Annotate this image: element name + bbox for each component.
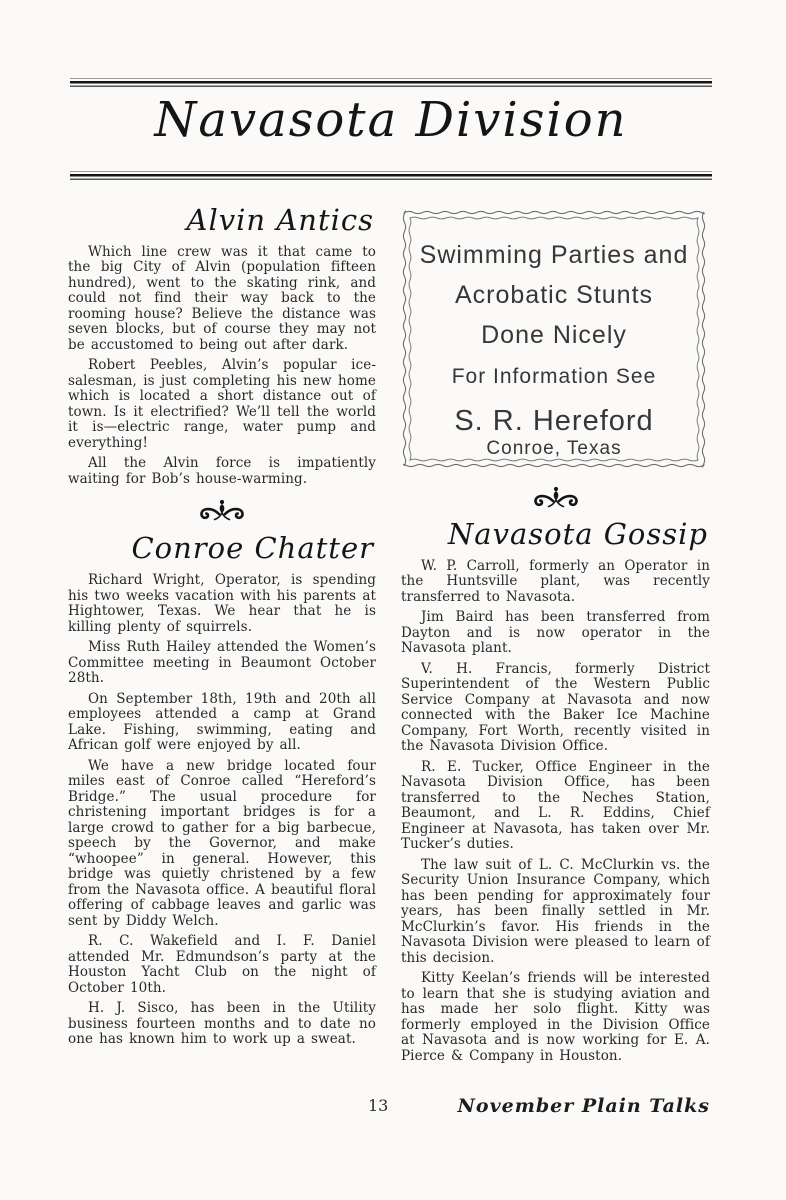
ad-headline-line-2: Acrobatic Stunts bbox=[454, 281, 654, 309]
page-footer bbox=[68, 1094, 712, 1120]
ad-headline-line-1: Swimming Parties and bbox=[419, 241, 689, 269]
conroe-paragraph-1: Richard Wright, Operator, is spending his two weeks vacation with his parents at Hightower, Texas. We hear that he is killing plenty of squirrels. bbox=[68, 572, 376, 635]
masthead bbox=[70, 78, 712, 182]
conroe-paragraph-3: On September 18th, 19th and 20th all employees attended a camp at Grand Lake. Fishing, swimming, eating and African golf were enjoyed by all. bbox=[68, 690, 376, 754]
gossip-paragraph-1: W. P. Carroll, formerly an Operator in the Huntsville plant, was recently transferred to Navasota. bbox=[401, 557, 710, 605]
bottom-double-rule bbox=[70, 171, 712, 180]
alvin-paragraph-2: Robert Peebles, Alvin’s popular ice-salesman, is just completing his new home which is located a short distance out of town. Is it electrified? We’ll tell the world it is—electric range, water pump and everything! bbox=[68, 357, 376, 451]
alvin-antics-heading: Alvin Antics bbox=[186, 203, 374, 237]
gossip-paragraph-6: Kitty Keelan’s friends will be interested to learn that she is studying aviation and has made her solo flight. Kitty was formerly employed in the Division Office at Navasota and is now working for E. A. Pierce & Company in Houston. bbox=[401, 970, 710, 1064]
conroe-paragraph-5: R. C. Wakefield and I. F. Daniel attended Mr. Edmundson’s party at the Houston Yacht Club on the night of October 10th. bbox=[68, 933, 376, 996]
page-number: 13 bbox=[368, 1096, 389, 1115]
fleuron-ornament-icon bbox=[401, 485, 710, 511]
swimming-parties-ad bbox=[402, 210, 706, 468]
left-column bbox=[68, 203, 376, 1053]
gossip-paragraph-5: The law suit of L. C. McClurkin vs. the Security Union Insurance Company, which has been pending for approximately four years, has been finally settled in Mr. McClurkin’s favor. His friends in the Navasota Division were pleased to learn of this decision. bbox=[401, 856, 710, 966]
ad-headline-line-3: Done Nicely bbox=[481, 321, 627, 349]
conroe-paragraph-6: H. J. Sisco, has been in the Utility business fourteen months and to date no one has known him to work up a sweat. bbox=[68, 1000, 376, 1048]
conroe-paragraph-4: We have a new bridge located four miles east of Conroe called “Hereford’s Bridge.” The usual procedure for christening important bridges is for a large crowd to gather for a big barbecue, speech by the Governor, and make “whoopee” in general. However, this bridge was quietly christened by a few from the Navasota office. A beautiful floral offering of cabbage leaves and garlic was sent by Diddy Welch. bbox=[68, 757, 376, 929]
gossip-paragraph-3: V. H. Francis, formerly District Superintendent of the Western Public Service Company at Navasota and now connected with the Baker Ice Machine Company, Fort Worth, recently visited in the Navasota Division Office. bbox=[401, 660, 710, 755]
conroe-paragraph-2: Miss Ruth Hailey attended the Women’s Committee meeting in Beaumont October 28th. bbox=[68, 639, 376, 687]
gossip-paragraph-2: Jim Baird has been transferred from Dayton and is now operator in the Navasota plant. bbox=[401, 609, 710, 657]
ad-contact-name: S. R. Hereford bbox=[454, 405, 654, 437]
navasota-gossip-heading: Navasota Gossip bbox=[447, 517, 708, 551]
alvin-paragraph-3: All the Alvin force is impatiently waiting for Bob’s house-warming. bbox=[68, 455, 376, 487]
ad-contact-location: Conroe, Texas bbox=[486, 438, 622, 459]
publication-name: November Plain Talks bbox=[457, 1095, 710, 1117]
ad-info-line: For Information See bbox=[451, 365, 657, 388]
ad-content bbox=[402, 210, 706, 461]
conroe-chatter-heading: Conroe Chatter bbox=[131, 531, 374, 566]
alvin-paragraph-1: Which line crew was it that came to the big City of Alvin (population fifteen hundred), went to the skating rink, and could not find their way back to the rooming house? Believe the distance was seven blocks, but of course they may not be accustomed to being out after dark. bbox=[68, 243, 376, 353]
page-title: Navasota Division bbox=[154, 92, 628, 148]
gossip-paragraph-4: R. E. Tucker, Office Engineer in the Navasota Division Office, has been transferred to the Neches Station, Beaumont, and L. R. Eddins, Chief Engineer at Navasota, has taken over Mr. Tucker’s duties. bbox=[401, 758, 710, 853]
right-column bbox=[401, 210, 710, 1069]
fleuron-ornament-icon bbox=[68, 498, 376, 524]
